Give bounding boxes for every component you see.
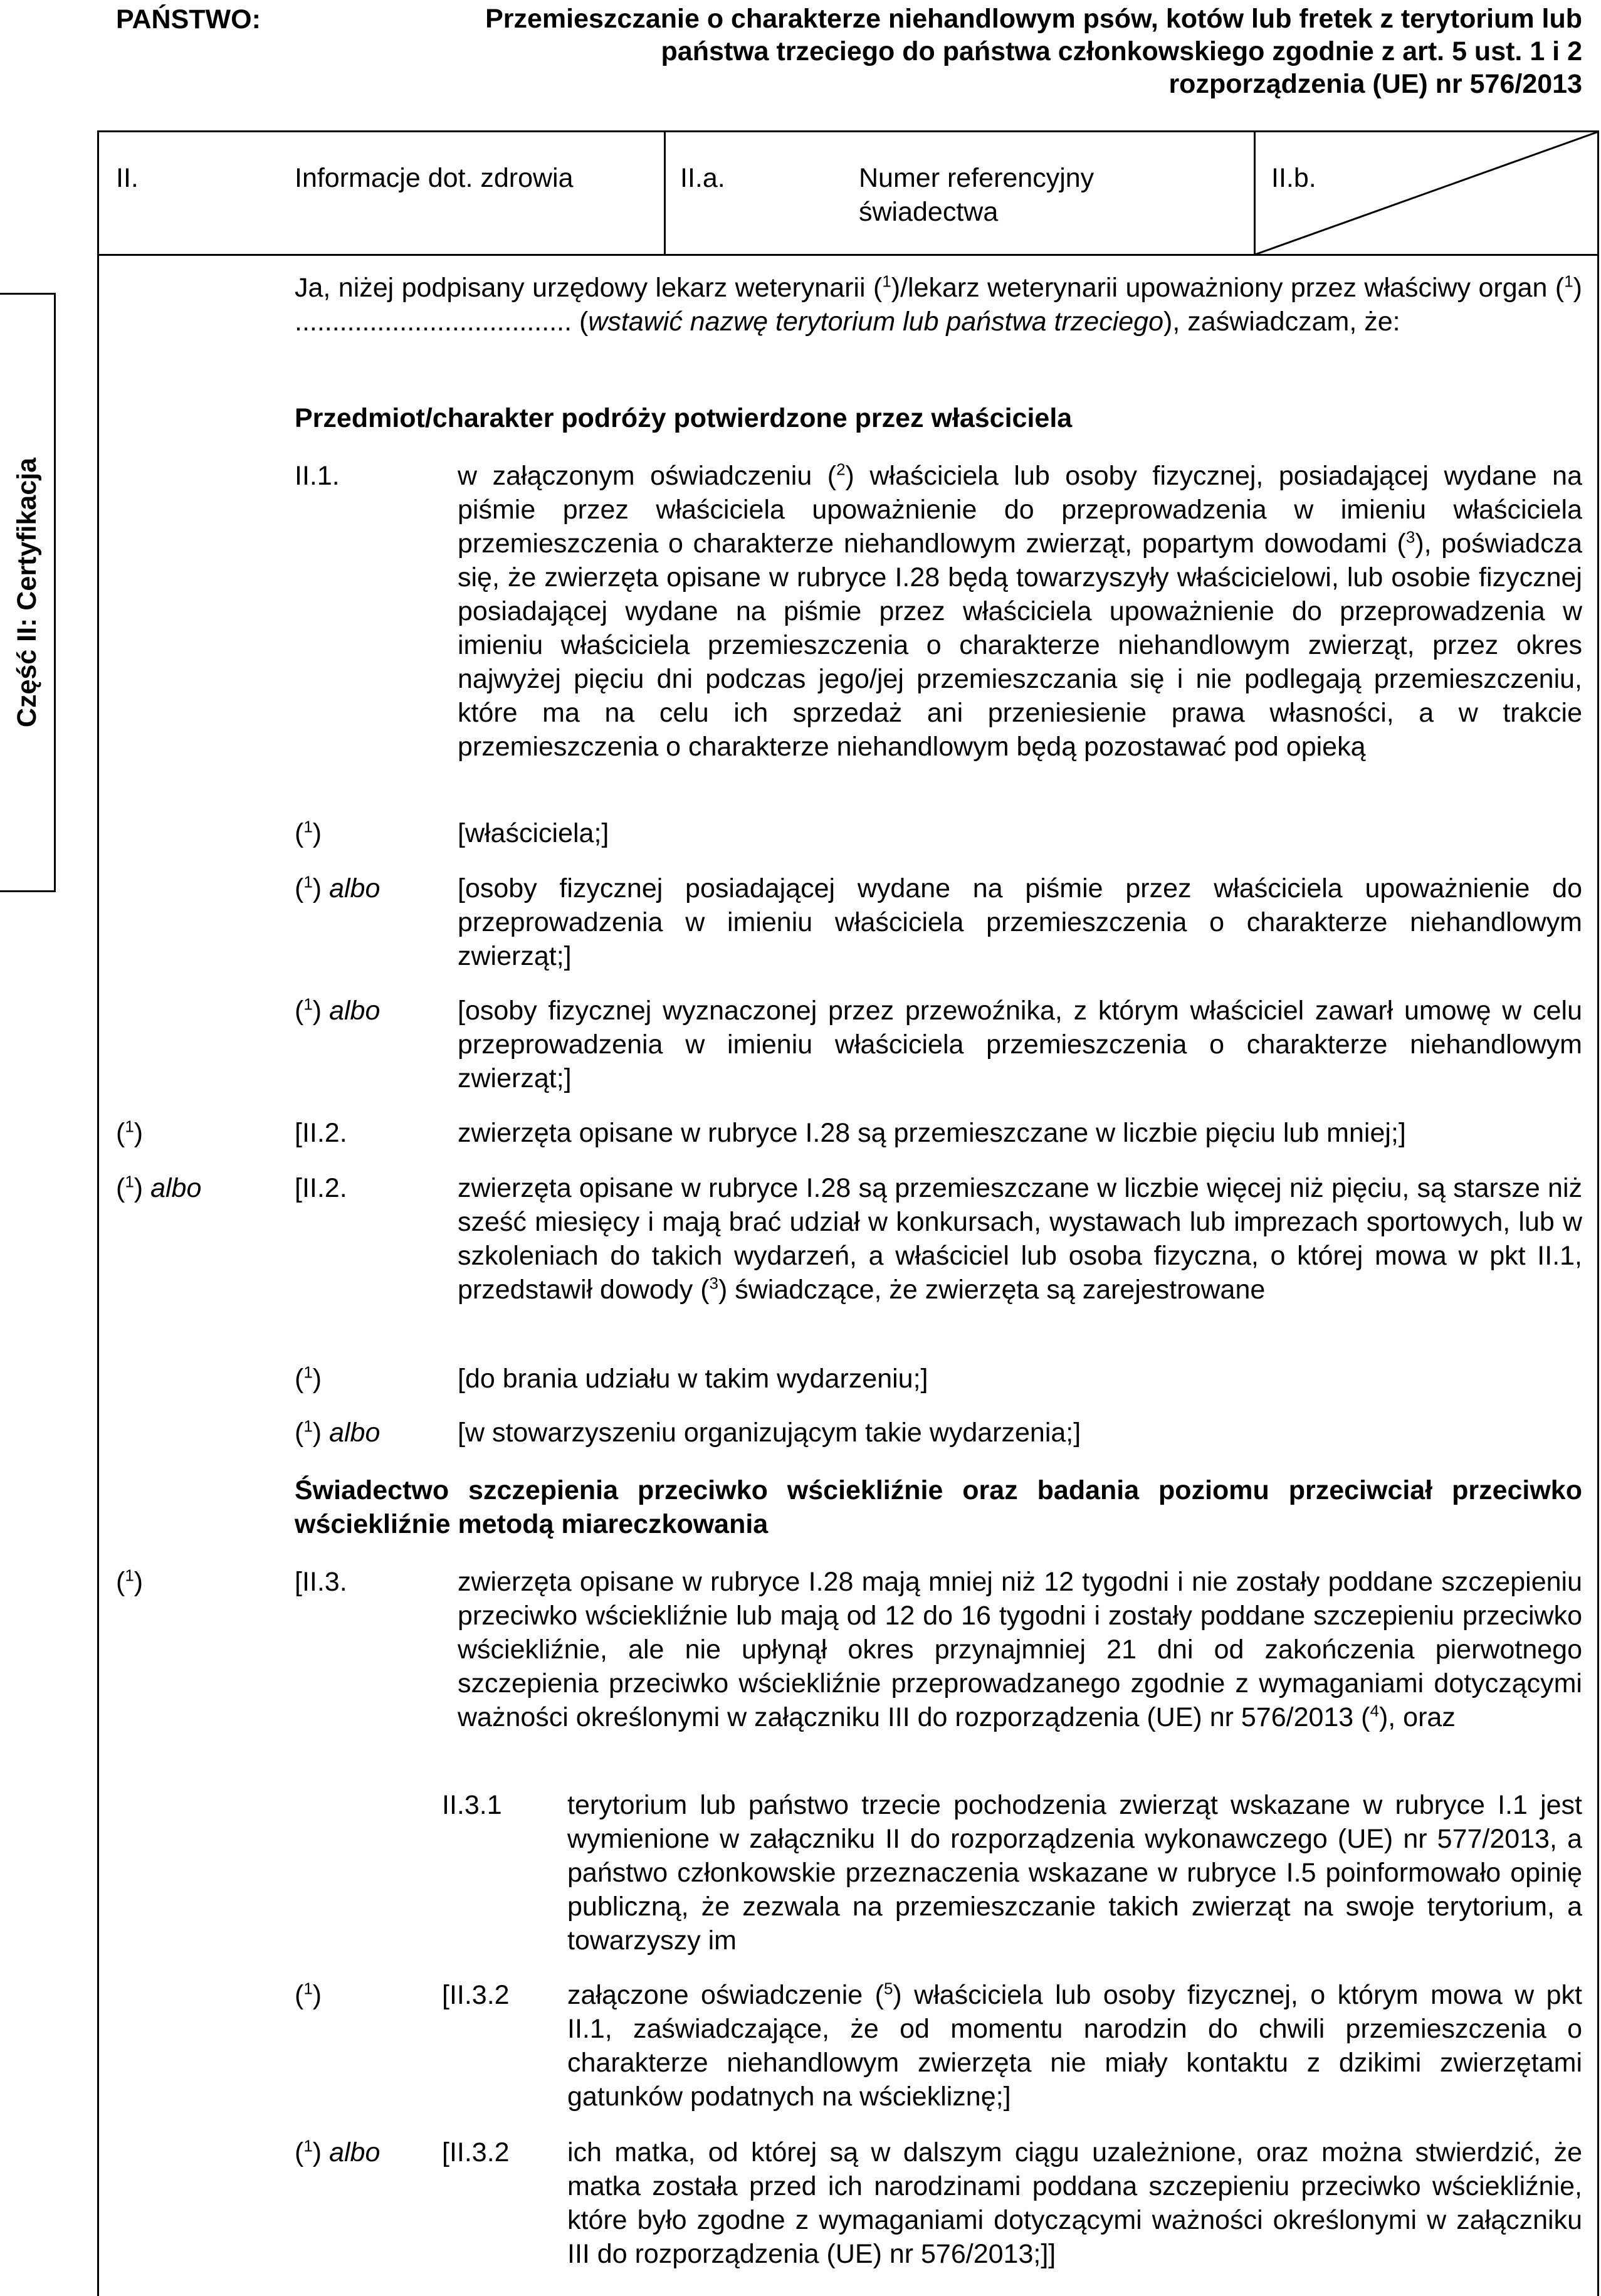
option-marker: ($^1$) albo — [116, 1172, 202, 1203]
ii2-number: [II.2. — [295, 1118, 347, 1148]
ii2-number: [II.2. — [295, 1173, 347, 1203]
option-marker: ($^1$) — [295, 817, 322, 848]
ii31-text: terytorium lub państwo trzecie pochodzenia zwierząt wskazane w rubryce I.1 jest wymienione w załączniku II do rozporządzenia wykonawczego (UE) nr 577/2013, a państwo członkowskie przeznaczenia wskazane w rubryce I.5 poinformowało opinię publiczną, że zezwala na przemieszczanie takich zwierząt na swoje terytorium, a towarzyszy im — [567, 1790, 1582, 1956]
option-organizing-association: [w stowarzyszeniu organizującym takie wydarzenia;] — [458, 1418, 1081, 1448]
reference-number-label: II.a. — [680, 163, 725, 193]
option-marker: ($^1$) albo — [295, 2136, 381, 2167]
frame-right-border — [1597, 130, 1599, 2296]
certification-intro: Ja, niżej podpisany urzędowy lekarz weterynarii ($^1$)/lekarz weterynarii upoważniony przez właściwy organ ($^1$) ..................................... (wstawić nazwę terytorium lub państwa trzeciego), zaświadczam, że: — [295, 271, 1582, 337]
ii32-mother-vaccinated: ich matka, od której są w dalszym ciągu uzależnione, oraz można stwierdzić, że matka została przed ich narodzinami poddana szczepieniu przeciwko wściekliźnie, które było zgodne z wymaganiami dotyczącymi ważności określonymi w załączniku III do rozporządzenia (UE) nr 576/2013;]] — [567, 2137, 1582, 2269]
section-number: II. — [116, 163, 139, 193]
option-marker: ($^1$) — [116, 1117, 144, 1148]
info-divider-1 — [664, 130, 666, 256]
option-marker: ($^1$) albo — [295, 994, 381, 1026]
ii3-text: zwierzęta opisane w rubryce I.28 mają mniej niż 12 tygodni i nie zostały poddane szczepieniu przeciwko wściekliźnie lub mają od 12 do 16 tygodni i zostały poddane szczepieniu przeciwko wściekliźnie, ale nie upłynął okres przynajmniej 21 dni od zakończenia pierwotnego szczepienia przeciwko wściekliźnie przeprowadzanego zgodnie z wymaganiami dotyczącymi ważności określonymi w załączniku III do rozporządzenia (UE) nr 576/2013 ($^4$), oraz — [458, 1567, 1582, 1732]
option-marker: ($^1$) albo — [295, 1416, 381, 1448]
option-authorized-person: [osoby fizycznej posiadającej wydane na piśmie przez właściciela upoważnienie do przeprowadzenia w imieniu właściciela przemieszczenia o charakterze niehandlowym zwierząt;] — [458, 873, 1582, 971]
section-title: Informacje dot. zdrowia — [295, 163, 574, 193]
option-carrier-person: [osoby fizycznej wyznaczonej przez przewoźnika, z którym właściciel zawarł umowę w celu przeprowadzenia w imieniu właściciela przemieszczenia o charakterze niehandlowym zwierząt;] — [458, 996, 1582, 1093]
ii1-number: II.1. — [295, 461, 340, 491]
option-marker: ($^1$) — [116, 1566, 144, 1597]
ii2-more-than-five: zwierzęta opisane w rubryce I.28 są przemieszczane w liczbie więcej niż pięciu, są starsze niż sześć miesięcy i mają brać udział w konkursach, wystawach lub imprezach sportowych, lub w szkoleniach do takich wydarzeń, a właściciel lub osoba fizyczna, o której mowa w pkt II.1, przedstawił dowody ($^3$) świadczące, że zwierzęta są zarejestrowane — [458, 1173, 1582, 1305]
country-label: PAŃSTWO: — [116, 4, 261, 34]
ii1-text: w załączonym oświadczeniu ($^2$) właściciela lub osoby fizycznej, posiadającej wydane na piśmie przez właściciela upoważnienie do przeprowadzenia w imieniu właściciela przemieszczenia o charakterze niehandlowym zwierząt, popartym dowodami ($^3$), poświadcza się, że zwierzęta opisane w rubryce I.28 będą towarzyszyły właścicielowi, lub osobie fizycznej posiadającej wydane na piśmie przez właściciela upoważnienie do przeprowadzenia w imieniu właściciela przemieszczenia o charakterze niehandlowym zwierząt, przez okres najwyżej pięciu dni podczas jego/jej przemieszczania się i nie podlegają przemieszczeniu, które ma na celu ich sprzedaż ani przeniesienie prawa własności, a w trakcie przemieszczenia o charakterze niehandlowym będą pozostawać pod opieką — [458, 460, 1582, 762]
ii32-number: [II.3.2 — [442, 2137, 510, 2167]
code-label: II.b. — [1271, 163, 1316, 193]
rabies-vaccination-heading: Świadectwo szczepienia przeciwko wściekliźnie oraz badania poziomu przeciwciał przeciwko wściekliźnie metodą miareczkowania — [295, 1475, 1582, 1539]
ii32-owner-declaration: załączone oświadczenie ($^5$) właściciela lub osoby fizycznej, o którym mowa w pkt II.1, zaświadczające, że od momentu narodzin do chwili przemieszczenia o charakterze niehandlowym zwierzęta nie miały kontaktu z dzikimi zwierzętami gatunków podatnych na wściekliznę;] — [567, 1979, 1582, 2112]
travel-purpose-heading: Przedmiot/charakter podróży potwierdzone przez właściciela — [295, 403, 1073, 433]
ii32-number: [II.3.2 — [442, 1980, 510, 2010]
side-tab-label: Część II: Certyfikacja — [12, 457, 42, 728]
option-event-participation: [do brania udziału w takim wydarzeniu;] — [458, 1364, 928, 1394]
option-marker: ($^1$) albo — [295, 872, 381, 903]
option-marker: ($^1$) — [295, 1979, 322, 2010]
reference-number-title: Numer referencyjny świadectwa — [859, 163, 1094, 227]
option-marker: ($^1$) — [295, 1362, 322, 1394]
document-title: Przemieszczanie o charakterze niehandlowym psów, kotów lub fretek z terytorium lub państwa trzeciego do państwa członkowskiego zgodnie z art. 5 ust. 1 i 2 rozporządzenia (UE) nr 576/2013 — [485, 4, 1582, 99]
frame-left-border — [97, 130, 99, 2296]
option-owner: [właściciela;] — [458, 818, 609, 848]
ii2-five-or-less: zwierzęta opisane w rubryce I.28 są przemieszczane w liczbie pięciu lub mniej;] — [458, 1118, 1406, 1148]
ii31-number: II.3.1 — [442, 1790, 502, 1820]
part-two-side-tab — [0, 293, 56, 892]
ii3-number: [II.3. — [295, 1567, 347, 1597]
